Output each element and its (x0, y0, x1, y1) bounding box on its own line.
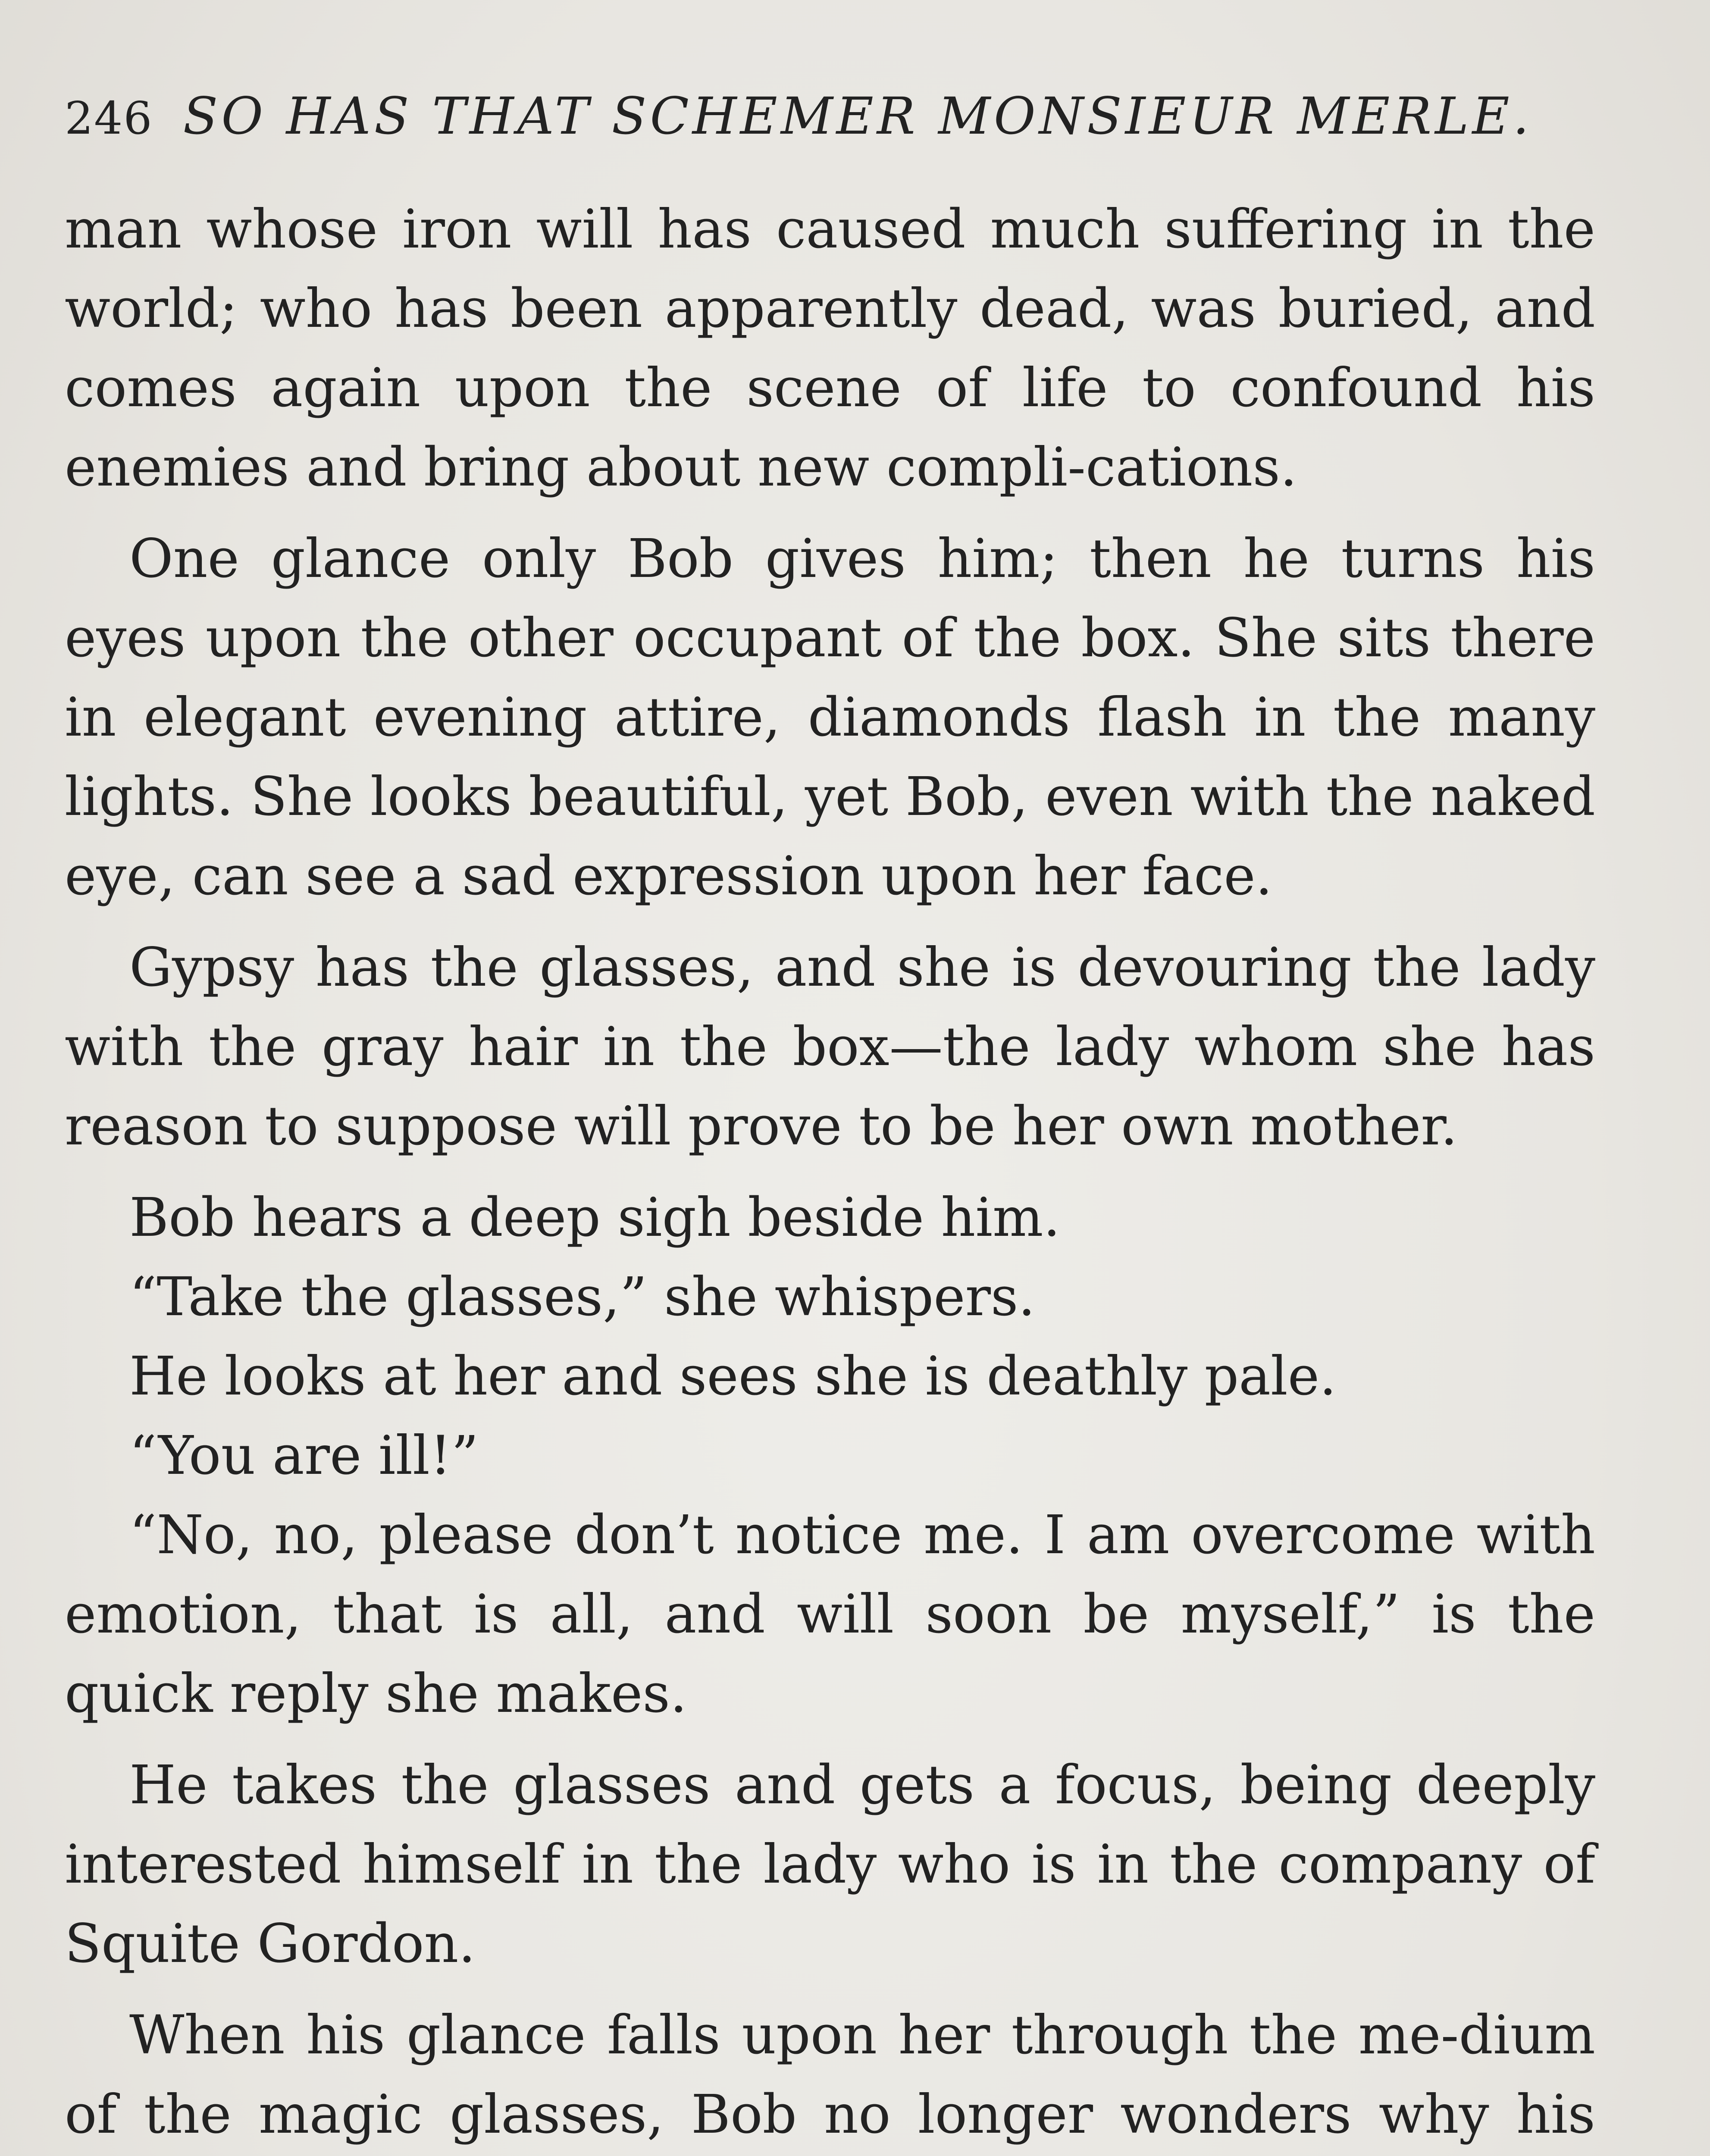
paragraph: Bob hears a deep sigh beside him. (129, 1187, 1061, 1249)
page-number: 246 (65, 92, 153, 144)
paragraph: When his glance falls upon her through the me-dium of the magic glasses, Bob no longer wonders why his (65, 2004, 1595, 2146)
dialogue-line: “You are ill!” (129, 1425, 479, 1487)
running-head: SO HAS THAT SCHEMER MONSIEUR MERLE. (183, 86, 1533, 146)
paragraph: One glance only Bob gives him; then he turns his eyes upon the other occupant of the box. She sits there in elegant evening attire, diamonds flash in the many lights. She looks beautiful, yet Bob, even with the naked eye, can see a sad expression upon her face. (65, 528, 1595, 907)
paragraph: Gypsy has the glasses, and she is devouring the lady with the gray hair in the box—the lady whom she has reason to suppose will prove to be her own mother. (65, 937, 1595, 1157)
paragraph: He takes the glasses and gets a focus, being deeply interested himself in the lady who is in the company of Squite Gordon. (65, 1754, 1595, 1975)
paragraph-continued: man whose iron will has caused much suffering in the world; who has been apparently dead, was buried, and comes again upon the scene of life to confound his enemies and bring about new compli-cations. (65, 198, 1595, 498)
body-text (65, 190, 1595, 2156)
page-header (65, 86, 1637, 147)
dialogue-line: “No, no, please don’t notice me. I am overcome with emotion, that is all, and will soon be myself,” is the quick reply she makes. (65, 1504, 1595, 1725)
dialogue-line: “Take the glasses,” she whispers. (129, 1266, 1035, 1328)
paragraph: He looks at her and sees she is deathly pale. (129, 1345, 1337, 1407)
